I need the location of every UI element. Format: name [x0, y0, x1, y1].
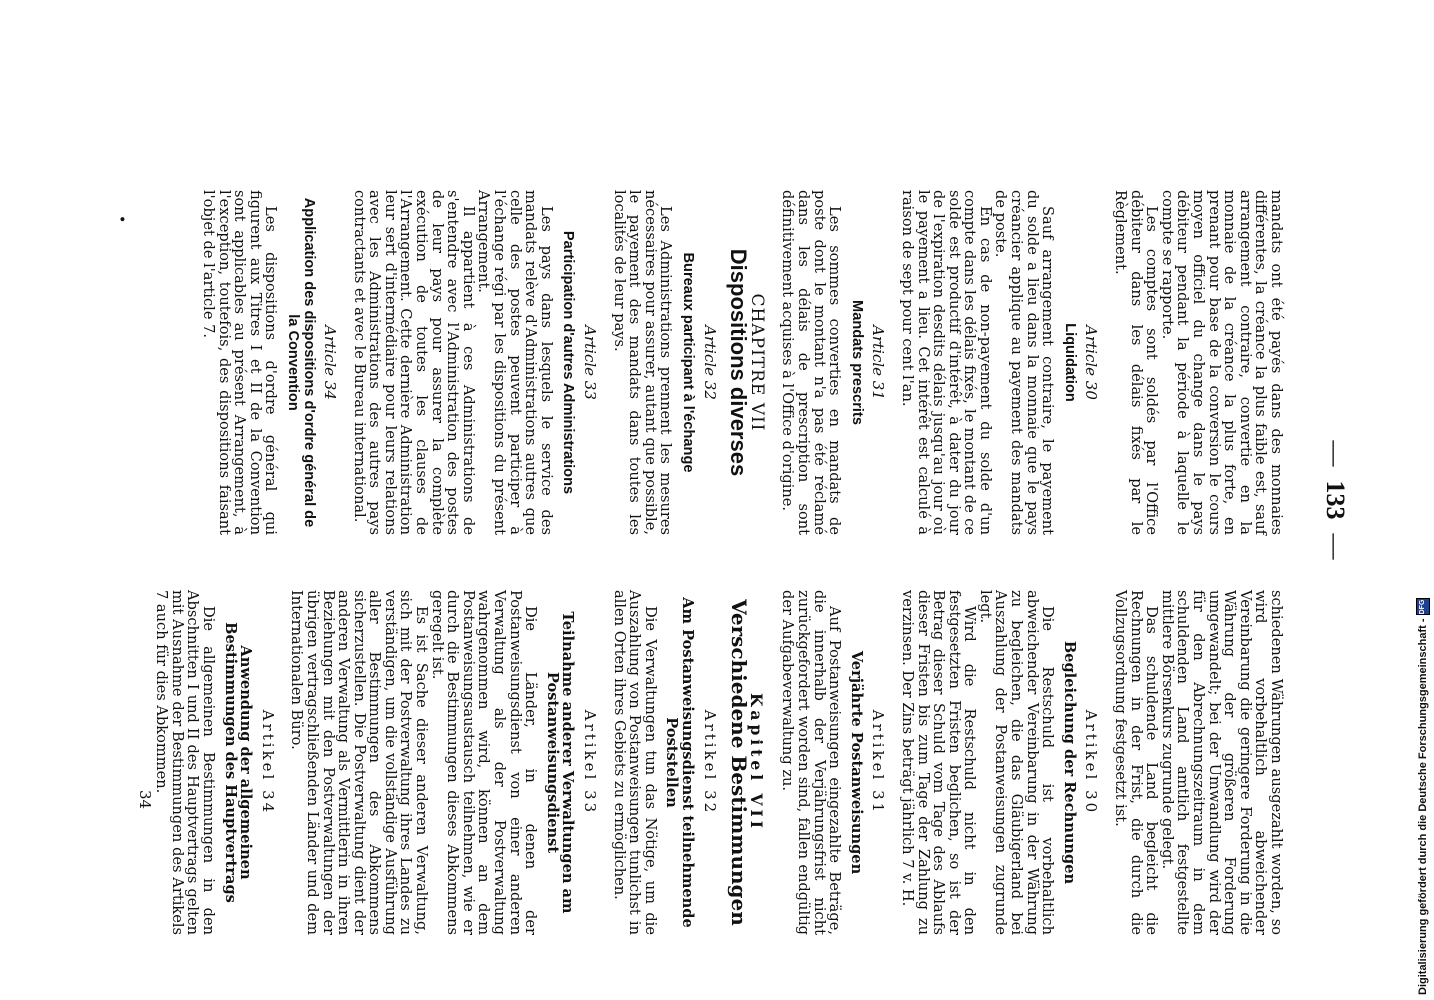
german-article-33-title: Artikel 33: [581, 709, 600, 816]
french-article-30-p2: En cas de non-payement du solde d'un compte dans les délais fixés, le montant de ce solde est productif d'intérêt, à dater du jour de l'expiration desdits délais jusqu'au jour où le payement a lieu. Cet intérêt est calculé à raison de sept pour cent l'an.: [898, 190, 994, 535]
german-intro: schiedenen Währungen ausgezahlt worden, so wird vorbehaltlich abweichender Vereinbarung die geringere Forderung in die Währung der größeren Forderung umgewandelt; bei der Umwandlung wird der für den Abrechnungszeitraum in dem schuldenden Land amtlich festgestellte mittlere Börsenkurs zugrunde gelegt.: [1158, 590, 1285, 935]
german-article-31-p1: Auf Postanweisungen eingezahlte Beträge, die innerhalb der Verjährungsfrist nicht zurückgefordert worden sind, fallen endgültig der Aufgabeverwaltung zu.: [779, 590, 844, 935]
german-article-30-p2: Wird die Restschuld nicht in den festgesetzten Fristen beglichen, so ist der Betrag dieser Schuld vom Tage des Ablaufs dieser Fristen bis zum Tage der Zahlung zu verzinsen. Der Zins beträgt jährlich 7 v. H.: [898, 590, 979, 935]
bottom-folio: 34: [136, 790, 154, 810]
french-article-30-p1: Sauf arrangement contraire, le payement du solde a lieu dans la monnaie que le pays créancier applique au payement des mandats de poste.: [992, 190, 1057, 535]
french-article-32-p1: Les Administrations prennent les mesures nécessaires pour assurer, autant que possible, le payement des mandats dans toutes les localités de leur pays.: [610, 190, 675, 535]
french-article-34-title: Article 34: [321, 325, 340, 400]
german-article-34-title: Artikel 34: [258, 709, 277, 816]
french-article-33-heading: Participation d'autres Administrations: [560, 230, 577, 495]
french-article-32-heading: Bureaux participant à l'échange: [680, 252, 696, 473]
french-intro-2: Les comptes sont soldés par l'Office débiteur dans les délais fixés par le Règlement.: [1112, 190, 1161, 535]
page-number-value: 133: [1321, 480, 1350, 520]
german-column: [154, 590, 1284, 935]
german-article-33-p1: Die Länder, in denen der Postanweisungsdienst von einer anderen Verwaltung als der Postverwaltung wahrgenommen wird, können an dem Postanweisungsaustausch teilnehmen, wie er durch die Bestimmungen dieses Abkommens geregelt ist.: [428, 590, 540, 935]
german-article-34-heading: Anwendung der allgemeinen Bestimmungen des Hauptvertrags: [221, 622, 255, 903]
german-article-33-heading: Teilnahme anderer Verwaltungen am Postanweisungsdienst: [543, 611, 577, 914]
german-article-34-p1: Die allgemeinen Bestimmungen in den Abschnitten I und II des Hauptvertrags gelten mit Ausnahme der Bestimmungen des Artikels 7 auch für dies Abkommen.: [153, 590, 217, 935]
scan-dot: •: [113, 215, 129, 224]
french-column: [200, 190, 1284, 535]
german-article-30-p1: Die Restschuld ist vorbehaltlich abweichender Vereinbarung in der Währung zu begleichen, die das Gläubigerland bei Auszahlung der Postanweisungen zugrunde legt.: [976, 590, 1057, 935]
french-article-31-p1: Les sommes converties en mandats de poste dont le montant n'a pas été réclamé dans les délais de prescription sont définitivement acquises à l'Office d'origine.: [779, 190, 844, 535]
dfg-logo-icon: DFG: [1416, 598, 1430, 615]
french-article-31-title: Article 31: [869, 325, 888, 400]
page-number: —133—: [1321, 440, 1350, 560]
french-intro: mandats ont été payés dans des monnaies différentes, la créance la plus faible est, sauf arrangement contraire, convertie en la monnaie de la créance la plus forte, en prenant pour base de la conversion le cours moyen officiel du change dans le pays débiteur pendant la période à laquelle le compte se rapporte.: [1158, 190, 1285, 535]
german-article-33-p2: Es ist Sache dieser anderen Verwaltung, sich mit der Postverwaltung ihres Landes zu verständigen, um die vollständige Ausführung aller Bestimmungen des Abkommens sicherzustellen. Die Postverwaltung dient der anderen Verwaltung als Vermittlerin in ihren Beziehungen mit den Postverwaltungen der übrigen vertragschließenden Länder und dem Internationalen Büro.: [288, 590, 431, 935]
german-article-32-title: Artikel 32: [700, 709, 719, 816]
german-article-31-heading: Verjährte Postanweisungen: [847, 650, 865, 875]
french-article-33-title: Article 33: [581, 325, 600, 400]
french-article-30-heading: Liquidation: [1061, 323, 1078, 402]
german-article-30-title: Artikel 30: [1082, 709, 1101, 816]
german-chapter-label: Kapitel VII: [746, 692, 766, 833]
german-article-31-title: Artikel 31: [869, 709, 888, 816]
french-article-33-p2: Il appartient à ces Administrations de s'entendre avec l'Administration des postes de leur pays pour assurer la complète exécution de toutes les clauses de l'Arrangement. Cette dernière Administration leur sert d'intermédiaire pour leurs relations avec les Administrations des autres pays contractants et avec le Bureau international.: [350, 190, 477, 535]
german-article-32-heading: Am Postanweisungsdienst teilnehmende Poststellen: [663, 597, 696, 928]
digitisation-credit: [1414, 10, 1432, 995]
german-intro-2: Das schuldende Land begleicht die Rechnungen in der Frist, die durch die Vollzugsordnung festgesetzt ist.: [1112, 590, 1161, 935]
french-article-34-p1: Les dispositions d'ordre général qui figurent aux Titres I et II de la Convention sont applicables au présent Arrangement, à l'exception, toutefois, des dispositions faisant l'objet de l'article 7.: [199, 190, 280, 535]
french-article-30-title: Article 30: [1082, 325, 1101, 400]
french-article-32-title: Article 32: [700, 325, 719, 400]
french-chapter-label: CHAPITRE VII: [746, 293, 767, 432]
german-article-30-heading: Begleichung der Rechnungen: [1060, 640, 1078, 885]
german-chapter-title: Verschiedene Bestimmungen: [727, 599, 752, 926]
german-article-32-p1: Die Verwaltungen tun das Nötige, um die Auszahlung von Postanweisungen tunlichst in allen Orten ihres Gebiets zu ermöglichen.: [610, 590, 659, 935]
french-chapter-title: Dispositions diverses: [726, 248, 752, 477]
credit-text: Digitalisierung gefördert durch die Deutsche Forschungsgemeinschaft -: [1417, 618, 1429, 995]
french-article-33-p1: Les pays dans lesquels le service des mandats relève d'Administrations autres que celle des postes peuvent participer à l'échange régi par les dispositions du présent Arrangement.: [475, 190, 555, 535]
french-article-31-heading: Mandats prescrits: [848, 300, 865, 425]
french-article-34-heading: Application des dispositions d'ordre général de la Convention: [284, 197, 317, 528]
digitisation-credit-text: [1414, 10, 1432, 995]
